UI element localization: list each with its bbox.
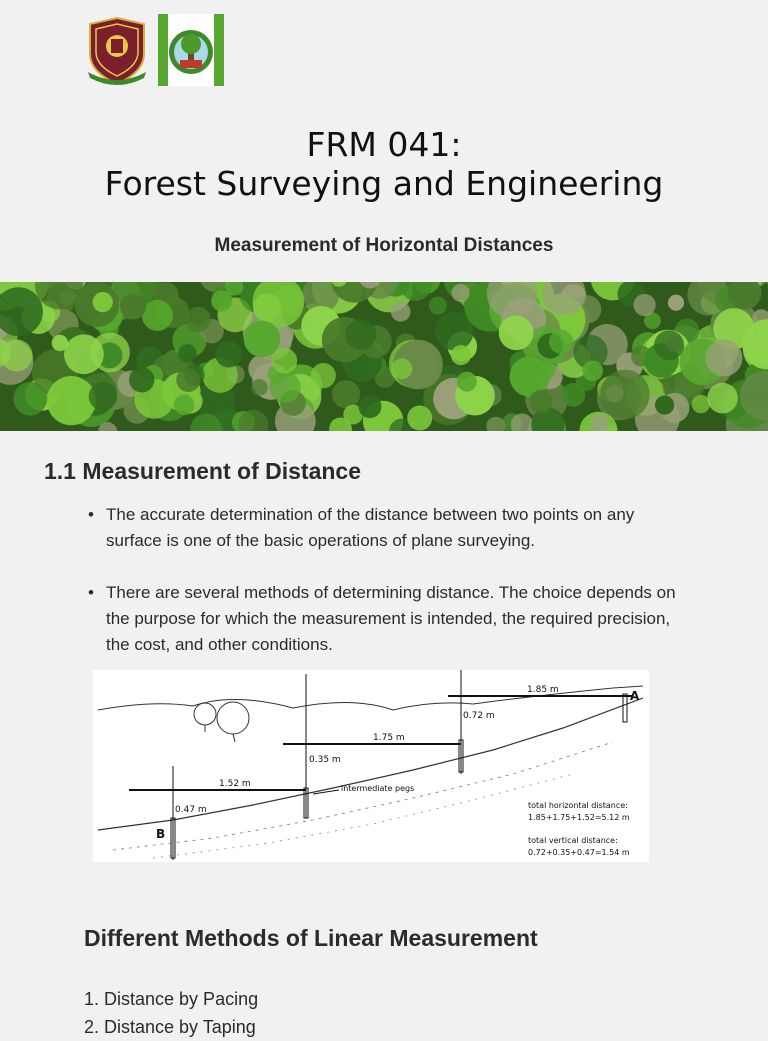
tree-crown — [176, 368, 200, 392]
tree-crown — [244, 321, 281, 358]
label-1-75: 1.75 m — [373, 733, 405, 743]
total-vertical-label: total vertical distance: — [528, 836, 618, 845]
tree-crown — [654, 330, 684, 360]
label-0-72: 0.72 m — [463, 711, 495, 721]
distance-bullet-list — [88, 502, 688, 684]
tree-crown — [251, 379, 268, 396]
tree-crown — [332, 380, 360, 408]
tree-crown — [451, 345, 471, 365]
tree-crown — [707, 383, 738, 414]
tree-crown — [452, 284, 470, 302]
tree-crown — [705, 339, 742, 376]
label-intermediate-pegs: intermediate pegs — [341, 784, 414, 793]
tree-crown — [64, 334, 104, 374]
tree-crown — [561, 383, 585, 407]
label-1-52: 1.52 m — [219, 779, 251, 789]
stepped-taping-diagram — [93, 670, 649, 862]
tree-crown — [311, 363, 336, 388]
page-title — [0, 125, 768, 203]
tree-crown — [129, 367, 154, 392]
label-0-47: 0.47 m — [175, 805, 207, 815]
point-b-label: B — [156, 827, 165, 841]
tree-crown — [429, 297, 447, 315]
tree-crown — [142, 300, 173, 331]
tree-crown — [93, 292, 113, 312]
point-a-label: A — [630, 689, 640, 703]
tree-crown — [668, 295, 684, 311]
tree-crown — [358, 395, 381, 418]
list-item: 1. Distance by Pacing — [84, 985, 258, 1013]
tree-crown — [634, 294, 656, 316]
tree-crown — [457, 372, 477, 392]
label-0-35: 0.35 m — [309, 755, 341, 765]
label-1-85: 1.85 m — [527, 685, 559, 695]
tree-crown — [499, 315, 534, 350]
tree-crown — [530, 390, 553, 413]
tree-crown — [89, 382, 118, 411]
tree-crown — [215, 341, 242, 368]
bullet-item: • There are several methods of determining distance. The choice depends on the purpose for which the measurement is intended, the required precision, the cost, and other conditions. — [88, 580, 688, 658]
tree-crown — [582, 361, 603, 382]
tree-crown — [407, 406, 432, 431]
university-seal-logo — [84, 14, 150, 86]
logos — [84, 14, 224, 86]
tree-crown — [392, 358, 413, 379]
tree-crown — [185, 307, 210, 332]
tree-crown — [178, 344, 196, 362]
section-heading-distance: 1.1 Measurement of Distance — [44, 458, 361, 485]
forest-banner-image — [0, 282, 768, 431]
title-course-name: Forest Surveying and Engineering — [0, 164, 768, 203]
tree-crown — [120, 294, 146, 320]
total-horizontal-value: 1.85+1.75+1.52=5.12 m — [528, 813, 630, 822]
total-vertical-value: 0.72+0.35+0.47=1.54 m — [528, 848, 630, 857]
tree-crown — [174, 394, 195, 415]
tree-crown — [606, 385, 623, 402]
total-horizontal-label: total horizontal distance: — [528, 801, 628, 810]
tree-crown — [272, 348, 298, 374]
tree-crown — [655, 396, 674, 415]
tree-crown — [13, 382, 47, 416]
tree-crown — [391, 302, 411, 322]
methods-list — [84, 985, 258, 1041]
tree-crown — [549, 330, 573, 354]
title-course-code: FRM 041: — [0, 125, 768, 164]
bullet-item: • The accurate determination of the distance between two points on any surface is one of the basic operations of plane surveying. — [88, 502, 688, 554]
college-logo — [158, 14, 224, 86]
list-item: 2. Distance by Taping — [84, 1013, 258, 1041]
section-heading-methods: Different Methods of Linear Measurement — [84, 925, 538, 952]
page-subtitle: Measurement of Horizontal Distances — [0, 235, 768, 257]
tree-crown — [345, 319, 376, 350]
tree-crown — [47, 376, 96, 425]
